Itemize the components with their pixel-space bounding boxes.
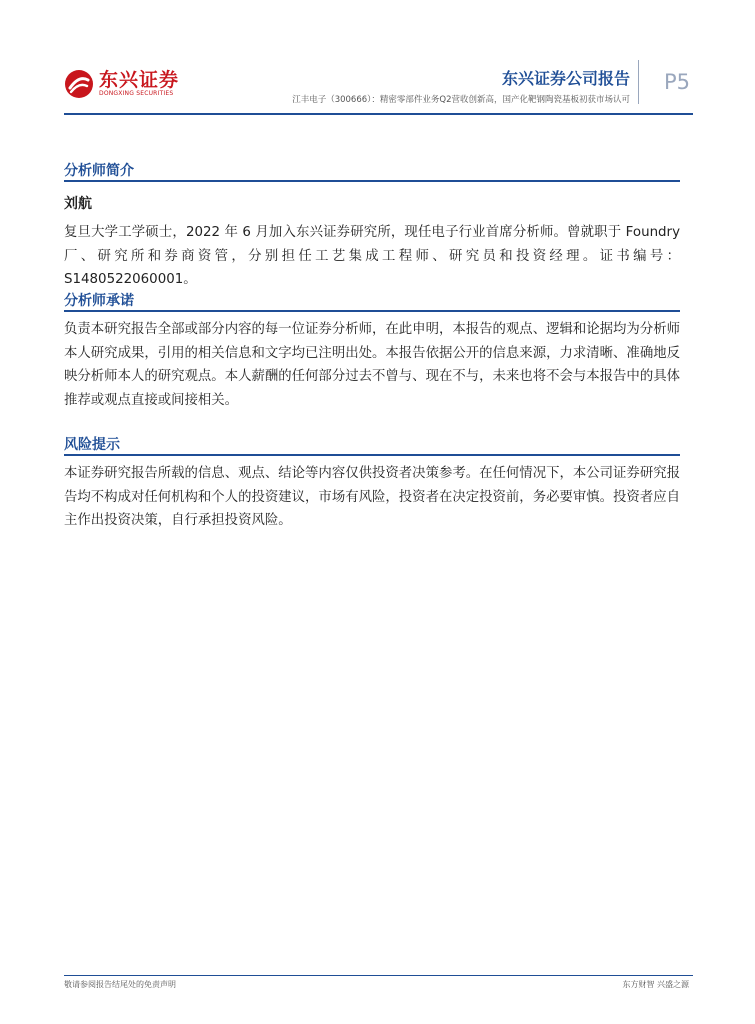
analyst-name: 刘航 <box>64 196 92 212</box>
logo-english-name: DONGXING SECURITIES <box>99 90 174 97</box>
header-rule <box>64 113 693 115</box>
analyst-commitment-text: 负责本研究报告全部或部分内容的每一位证券分析师，在此申明，本报告的观点、逻辑和论据均为分析师本人研究成果，引用的相关信息和文字均已注明出处。本报告依据公开的信息来源，力求清晰、准确地反映分析师本人的研究观点。本人薪酬的任何部分过去不曾与、现在不与，未来也将不会与本报告中的具体推荐或观点直接或间接相关。 <box>64 322 680 408</box>
footer-slogan: 东方财智 兴盛之源 <box>622 980 689 989</box>
section-rule <box>64 454 680 456</box>
dongxing-logo-icon <box>64 69 94 99</box>
section-title-analyst-intro: 分析师简介 <box>64 163 134 179</box>
header-divider <box>638 60 639 104</box>
section-rule <box>64 310 680 312</box>
page-number: P5 <box>664 70 691 94</box>
section-rule <box>64 180 680 182</box>
report-brand-title: 东兴证券公司报告 <box>501 69 630 88</box>
analyst-bio: 复旦大学工学硕士，2022 年 6 月加入东兴证券研究所，现任电子行业首席分析师。曾就职于 Foundry 厂、研究所和券商资管，分别担任工艺集成工程师、研究员和投资经理。证书编号：S1480522060001。 <box>64 225 680 287</box>
section-title-analyst-commitment: 分析师承诺 <box>64 293 134 309</box>
footer-rule <box>64 975 693 976</box>
company-logo <box>64 69 179 99</box>
section-title-risk-notice: 风险提示 <box>64 437 120 453</box>
logo-chinese-name: 东兴证券 <box>99 69 180 91</box>
risk-notice-text: 本证券研究报告所载的信息、观点、结论等内容仅供投资者决策参考。在任何情况下，本公司证券研究报告均不构成对任何机构和个人的投资建议，市场有风险，投资者在决定投资前，务必要审慎。投资者应自主作出投资决策，自行承担投资风险。 <box>64 466 680 528</box>
report-subtitle: 江丰电子（300666）：精密零部件业务Q2营收创新高，国产化靶钢陶瓷基板初获市场认可 <box>292 95 630 105</box>
footer-disclaimer-note: 敬请参阅报告结尾处的免责声明 <box>64 980 176 989</box>
